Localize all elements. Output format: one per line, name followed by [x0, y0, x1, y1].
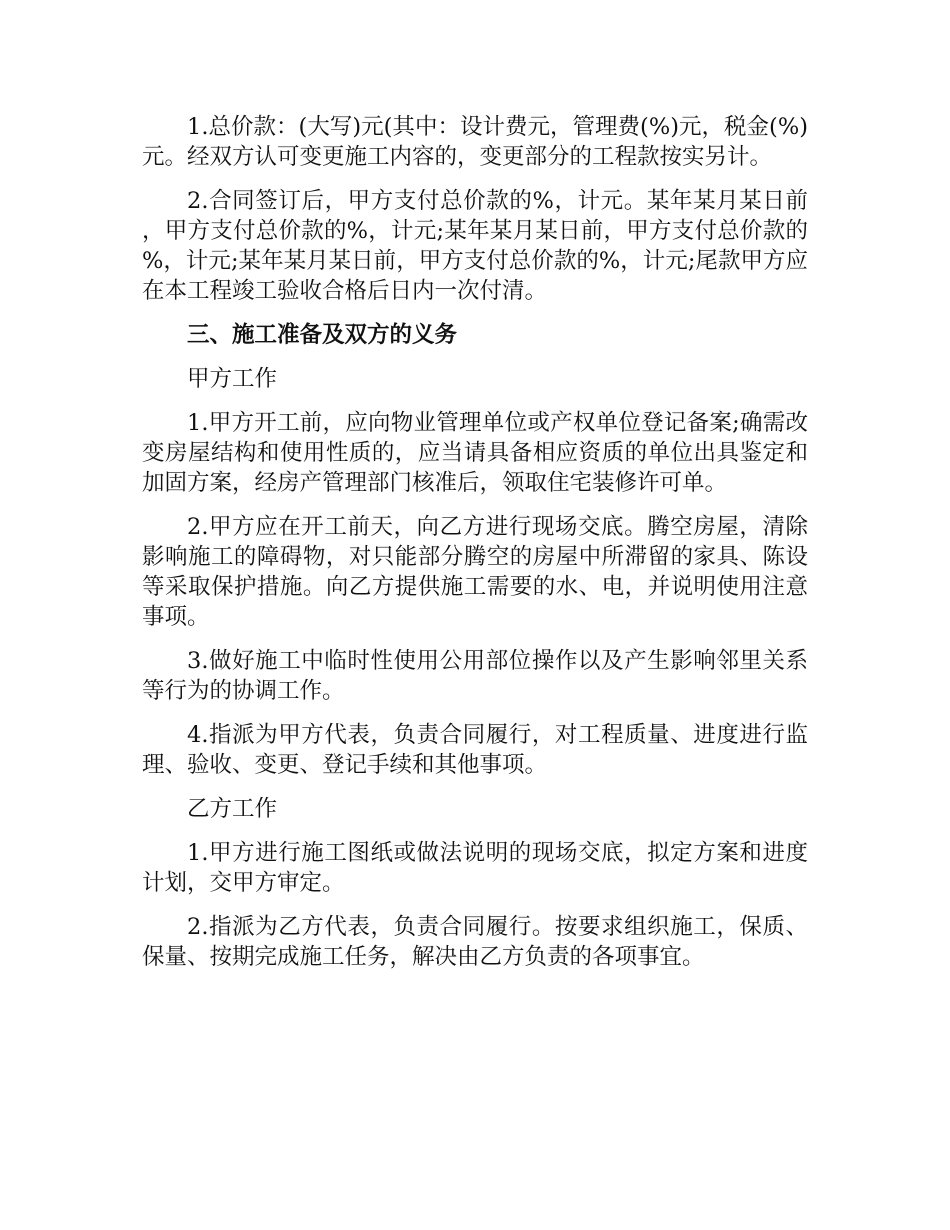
section-heading: 三、施工准备及双方的义务	[187, 322, 458, 348]
payment-schedule-paragraph: 2.合同签订后，甲方支付总价款的%，计元。某年某月某日前，甲方支付总价款的%，计元;某年某月某日前，甲方支付总价款的%，计元;某年某月某日前，甲方支付总价款的%，计元;尾款甲方应在本工程竣工验收合格后日内一次付清。	[142, 188, 808, 304]
party-a-item-2: 2.甲方应在开工前天，向乙方进行现场交底。腾空房屋，清除影响施工的障碍物，对只能部分腾空的房屋中所滞留的家具、陈设等采取保护措施。向乙方提供施工需要的水、电，并说明使用注意事项。	[142, 514, 808, 630]
party-b-title: 乙方工作	[187, 796, 278, 822]
party-b-item-1: 1.甲方进行施工图纸或做法说明的现场交底，拟定方案和进度计划，交甲方审定。	[142, 840, 808, 896]
payment-total-paragraph: 1.总价款：(大写)元(其中：设计费元，管理费(%)元，税金(%)元。经双方认可变更施工内容的，变更部分的工程款按实另计。	[142, 114, 808, 170]
party-b-item-2: 2.指派为乙方代表，负责合同履行。按要求组织施工，保质、保量、按期完成施工任务，解决由乙方负责的各项事宜。	[142, 914, 808, 970]
party-a-item-1: 1.甲方开工前，应向物业管理单位或产权单位登记备案;确需改变房屋结构和使用性质的，应当请具备相应资质的单位出具鉴定和加固方案，经房产管理部门核准后，领取住宅装修许可单。	[142, 410, 808, 496]
document-page	[142, 112, 808, 986]
party-a-title: 甲方工作	[187, 366, 278, 392]
party-a-item-3: 3.做好施工中临时性使用公用部位操作以及产生影响邻里关系等行为的协调工作。	[142, 648, 808, 704]
party-a-item-4: 4.指派为甲方代表，负责合同履行，对工程质量、进度进行监理、验收、变更、登记手续和其他事项。	[142, 722, 808, 778]
